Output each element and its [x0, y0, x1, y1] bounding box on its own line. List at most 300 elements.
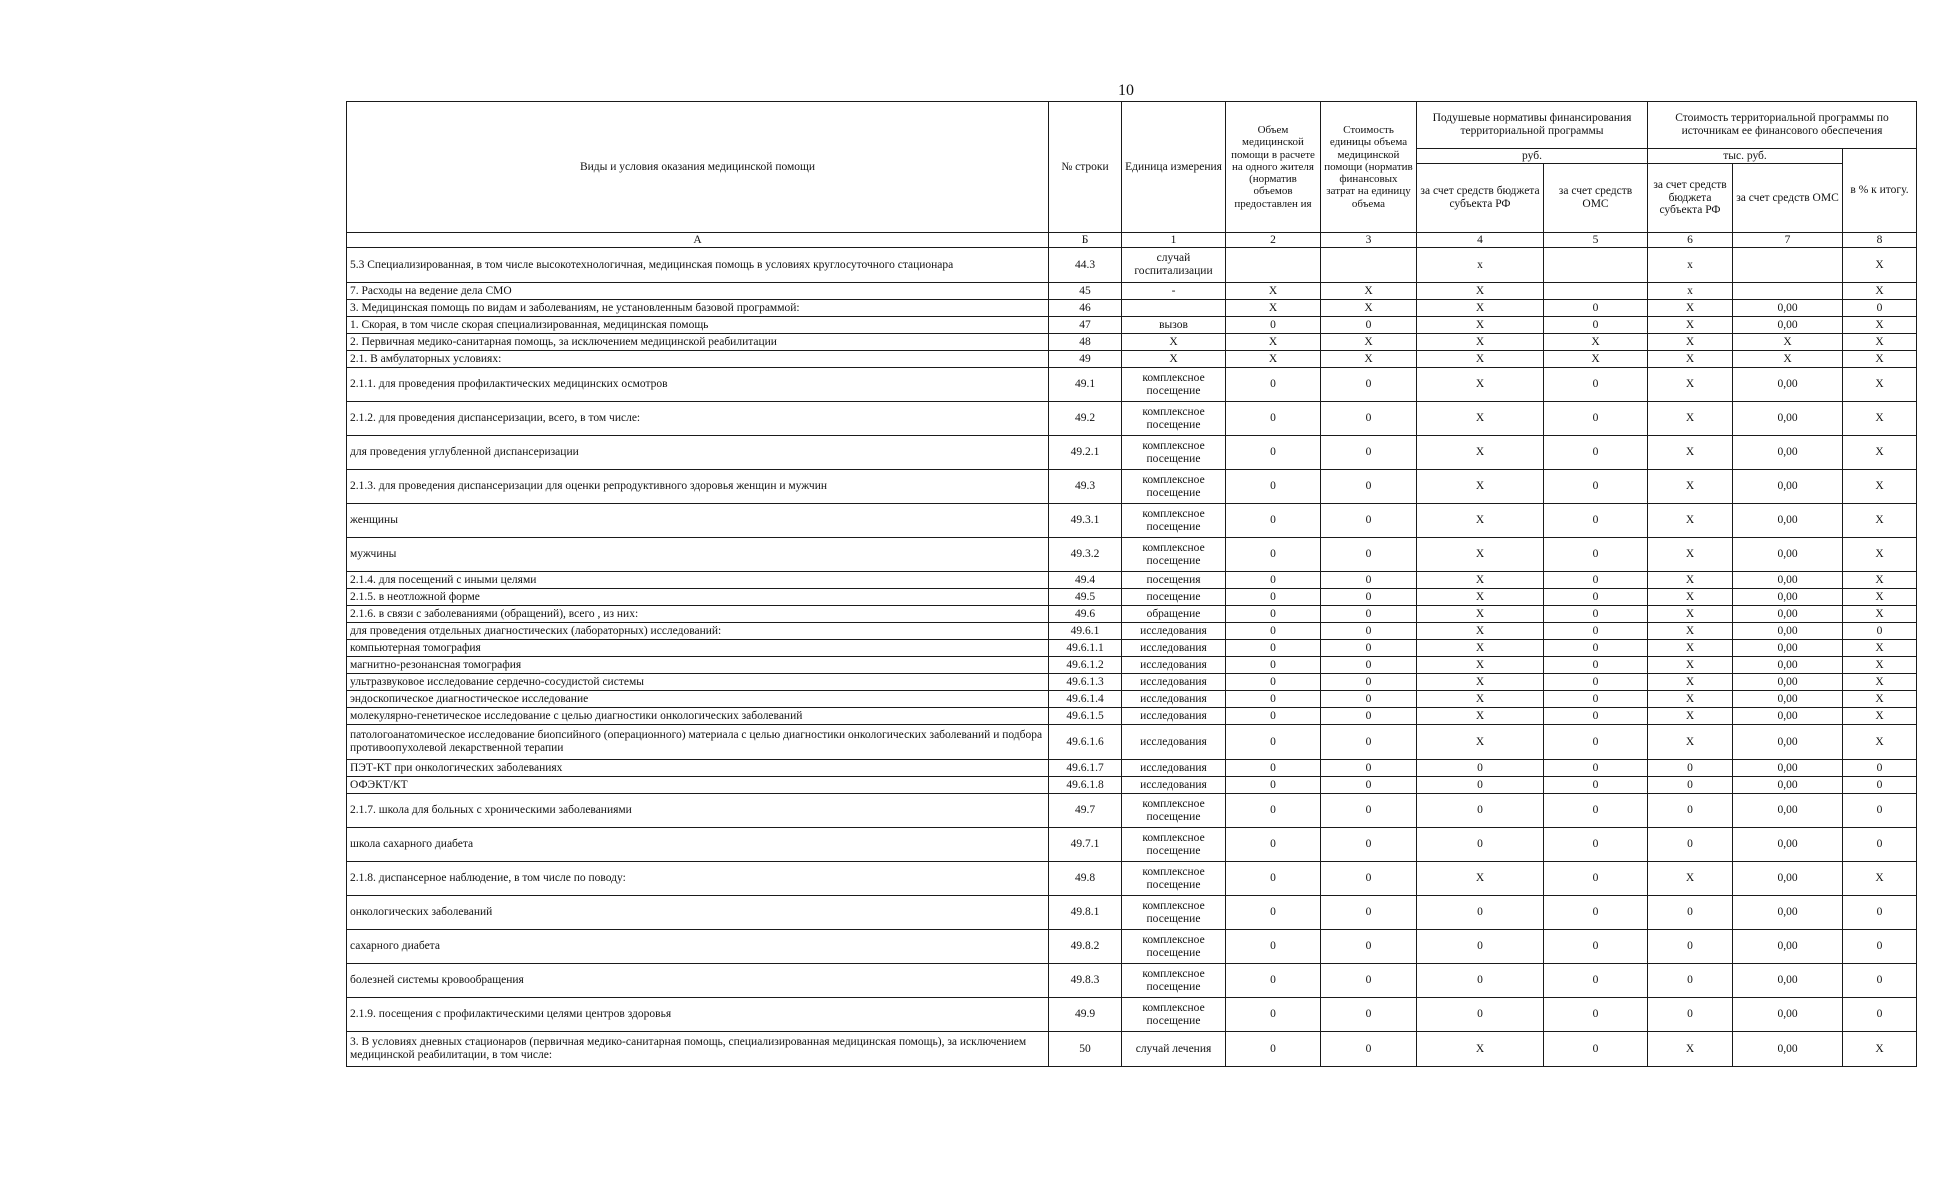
row-unit-cost: 0: [1321, 708, 1417, 725]
index-cell: 6: [1648, 233, 1733, 248]
row-oms-per-capita: 0: [1544, 436, 1648, 470]
row-percent: 0: [1843, 623, 1917, 640]
row-oms-per-capita: 0: [1544, 317, 1648, 334]
row-volume: X: [1226, 283, 1321, 300]
table-row: [347, 504, 1917, 538]
row-budget-per-capita: 0: [1417, 896, 1544, 930]
row-budget-per-capita: X: [1417, 862, 1544, 896]
row-number: 49.8.3: [1049, 964, 1122, 998]
row-budget-per-capita: 0: [1417, 964, 1544, 998]
row-volume: 0: [1226, 402, 1321, 436]
row-oms-cost: 0,00: [1733, 896, 1843, 930]
table-row: [347, 300, 1917, 317]
row-budget-cost: X: [1648, 300, 1733, 317]
index-cell: А: [347, 233, 1049, 248]
row-oms-per-capita: 0: [1544, 998, 1648, 1032]
row-volume: 0: [1226, 470, 1321, 504]
row-oms-cost: 0,00: [1733, 725, 1843, 760]
row-percent: X: [1843, 283, 1917, 300]
row-oms-cost: 0,00: [1733, 794, 1843, 828]
row-oms-cost: 0,00: [1733, 589, 1843, 606]
row-budget-per-capita: X: [1417, 538, 1544, 572]
row-number: 49.2: [1049, 402, 1122, 436]
row-oms-cost: 0,00: [1733, 300, 1843, 317]
row-budget-cost: X: [1648, 436, 1733, 470]
row-label: 2.1.9. посещения с профилактическими целями центров здоровья: [347, 998, 1049, 1032]
row-percent: 0: [1843, 964, 1917, 998]
row-number: 49.1: [1049, 368, 1122, 402]
row-percent: X: [1843, 402, 1917, 436]
row-label: магнитно-резонансная томография: [347, 657, 1049, 674]
row-percent: 0: [1843, 760, 1917, 777]
row-volume: 0: [1226, 998, 1321, 1032]
row-number: 49.8.2: [1049, 930, 1122, 964]
row-unit: комплексное посещение: [1122, 828, 1226, 862]
row-label: 2.1. В амбулаторных условиях:: [347, 351, 1049, 368]
row-unit-cost: 0: [1321, 436, 1417, 470]
row-oms-cost: 0,00: [1733, 402, 1843, 436]
row-oms-cost: 0,00: [1733, 998, 1843, 1032]
row-volume: 0: [1226, 725, 1321, 760]
index-cell: 3: [1321, 233, 1417, 248]
row-oms-per-capita: 0: [1544, 896, 1648, 930]
row-unit: случай лечения: [1122, 1032, 1226, 1067]
header-per-capita-unit: руб.: [1417, 149, 1648, 164]
row-unit: комплексное посещение: [1122, 998, 1226, 1032]
row-budget-per-capita: X: [1417, 657, 1544, 674]
row-number: 49.3.2: [1049, 538, 1122, 572]
table-row: [347, 725, 1917, 760]
row-volume: 0: [1226, 538, 1321, 572]
row-oms-cost: 0,00: [1733, 1032, 1843, 1067]
row-number: 49.6.1.1: [1049, 640, 1122, 657]
index-cell: 7: [1733, 233, 1843, 248]
row-budget-cost: X: [1648, 1032, 1733, 1067]
row-number: 49.6.1.3: [1049, 674, 1122, 691]
table-row: [347, 964, 1917, 998]
row-number: 49.4: [1049, 572, 1122, 589]
row-label: 2.1.2. для проведения диспансеризации, всего, в том числе:: [347, 402, 1049, 436]
row-budget-cost: X: [1648, 657, 1733, 674]
row-oms-cost: 0,00: [1733, 674, 1843, 691]
row-oms-cost: 0,00: [1733, 930, 1843, 964]
table-row: [347, 606, 1917, 623]
header-cost-unit: тыс. руб.: [1648, 149, 1843, 164]
row-label: болезней системы кровообращения: [347, 964, 1049, 998]
header-col-6: за счет средств бюджета субъекта РФ: [1648, 164, 1733, 233]
row-label: ОФЭКТ/КТ: [347, 777, 1049, 794]
row-unit-cost: 0: [1321, 896, 1417, 930]
row-unit-cost: 0: [1321, 964, 1417, 998]
row-unit-cost: 0: [1321, 657, 1417, 674]
row-label: компьютерная томография: [347, 640, 1049, 657]
row-label: женщины: [347, 504, 1049, 538]
row-number: 49.5: [1049, 589, 1122, 606]
row-budget-cost: X: [1648, 538, 1733, 572]
table-row: [347, 248, 1917, 283]
row-budget-cost: X: [1648, 504, 1733, 538]
table-row: [347, 930, 1917, 964]
row-volume: 0: [1226, 794, 1321, 828]
row-volume: 0: [1226, 504, 1321, 538]
row-unit: исследования: [1122, 777, 1226, 794]
row-label: онкологических заболеваний: [347, 896, 1049, 930]
table-row: [347, 998, 1917, 1032]
row-unit-cost: 0: [1321, 691, 1417, 708]
row-volume: 0: [1226, 317, 1321, 334]
row-unit: [1122, 300, 1226, 317]
row-budget-cost: X: [1648, 606, 1733, 623]
program-cost-table: [346, 101, 1917, 1067]
row-unit-cost: 0: [1321, 828, 1417, 862]
row-oms-per-capita: [1544, 283, 1648, 300]
row-unit-cost: 0: [1321, 725, 1417, 760]
table-row: [347, 436, 1917, 470]
row-budget-cost: X: [1648, 572, 1733, 589]
row-unit-cost: 0: [1321, 402, 1417, 436]
row-oms-per-capita: X: [1544, 351, 1648, 368]
row-budget-cost: X: [1648, 368, 1733, 402]
row-oms-cost: 0,00: [1733, 708, 1843, 725]
row-label: 7. Расходы на ведение дела СМО: [347, 283, 1049, 300]
row-percent: 0: [1843, 896, 1917, 930]
row-unit: исследования: [1122, 657, 1226, 674]
row-unit: вызов: [1122, 317, 1226, 334]
row-volume: 0: [1226, 674, 1321, 691]
row-budget-per-capita: X: [1417, 283, 1544, 300]
row-budget-per-capita: X: [1417, 572, 1544, 589]
row-label: для проведения отдельных диагностических (лабораторных) исследований:: [347, 623, 1049, 640]
row-unit: -: [1122, 283, 1226, 300]
row-unit-cost: 0: [1321, 504, 1417, 538]
row-percent: X: [1843, 436, 1917, 470]
row-budget-cost: X: [1648, 351, 1733, 368]
header-col-8: в % к итогу.: [1843, 149, 1917, 233]
row-number: 46: [1049, 300, 1122, 317]
row-unit: исследования: [1122, 640, 1226, 657]
index-cell: 1: [1122, 233, 1226, 248]
row-volume: 0: [1226, 1032, 1321, 1067]
row-oms-per-capita: 0: [1544, 657, 1648, 674]
row-budget-per-capita: 0: [1417, 828, 1544, 862]
row-budget-cost: 0: [1648, 896, 1733, 930]
row-unit-cost: 0: [1321, 674, 1417, 691]
row-unit-cost: [1321, 248, 1417, 283]
row-budget-per-capita: X: [1417, 640, 1544, 657]
row-number: 49.3: [1049, 470, 1122, 504]
row-label: ультразвуковое исследование сердечно-сосудистой системы: [347, 674, 1049, 691]
row-unit: X: [1122, 351, 1226, 368]
row-oms-cost: 0,00: [1733, 504, 1843, 538]
row-percent: X: [1843, 317, 1917, 334]
row-unit: исследования: [1122, 725, 1226, 760]
row-percent: X: [1843, 368, 1917, 402]
table-row: [347, 283, 1917, 300]
row-budget-per-capita: X: [1417, 1032, 1544, 1067]
row-number: 49.8: [1049, 862, 1122, 896]
row-percent: 0: [1843, 300, 1917, 317]
row-percent: X: [1843, 572, 1917, 589]
row-budget-per-capita: X: [1417, 708, 1544, 725]
row-label: 2.1.8. диспансерное наблюдение, в том числе по поводу:: [347, 862, 1049, 896]
row-oms-cost: 0,00: [1733, 691, 1843, 708]
row-oms-per-capita: 0: [1544, 828, 1648, 862]
table-row: [347, 862, 1917, 896]
row-unit: исследования: [1122, 760, 1226, 777]
row-oms-cost: 0,00: [1733, 538, 1843, 572]
row-oms-cost: X: [1733, 351, 1843, 368]
row-number: 49.6.1.2: [1049, 657, 1122, 674]
row-label: мужчины: [347, 538, 1049, 572]
row-budget-cost: X: [1648, 725, 1733, 760]
row-volume: 0: [1226, 964, 1321, 998]
row-percent: X: [1843, 674, 1917, 691]
table-row: [347, 351, 1917, 368]
row-unit: комплексное посещение: [1122, 436, 1226, 470]
row-budget-cost: х: [1648, 248, 1733, 283]
row-budget-per-capita: X: [1417, 334, 1544, 351]
row-unit-cost: 0: [1321, 794, 1417, 828]
row-oms-per-capita: 0: [1544, 930, 1648, 964]
row-percent: 0: [1843, 930, 1917, 964]
row-oms-cost: 0,00: [1733, 777, 1843, 794]
row-budget-cost: 0: [1648, 964, 1733, 998]
table-row: [347, 691, 1917, 708]
row-oms-cost: [1733, 248, 1843, 283]
row-percent: 0: [1843, 777, 1917, 794]
row-label: ПЭТ-КТ при онкологических заболеваниях: [347, 760, 1049, 777]
row-label: 2.1.7. школа для больных с хроническими заболеваниями: [347, 794, 1049, 828]
row-budget-cost: X: [1648, 708, 1733, 725]
row-percent: X: [1843, 351, 1917, 368]
row-unit: посещение: [1122, 589, 1226, 606]
row-oms-cost: 0,00: [1733, 436, 1843, 470]
row-budget-cost: 0: [1648, 998, 1733, 1032]
row-budget-per-capita: X: [1417, 470, 1544, 504]
table-row: [347, 896, 1917, 930]
row-number: 49.6: [1049, 606, 1122, 623]
row-budget-cost: 0: [1648, 760, 1733, 777]
row-unit-cost: 0: [1321, 368, 1417, 402]
row-volume: 0: [1226, 760, 1321, 777]
row-volume: X: [1226, 334, 1321, 351]
row-budget-per-capita: X: [1417, 504, 1544, 538]
row-budget-cost: X: [1648, 589, 1733, 606]
row-number: 49.6.1.4: [1049, 691, 1122, 708]
row-unit-cost: 0: [1321, 623, 1417, 640]
row-oms-cost: 0,00: [1733, 606, 1843, 623]
index-cell: 4: [1417, 233, 1544, 248]
row-oms-per-capita: 0: [1544, 862, 1648, 896]
row-oms-per-capita: 0: [1544, 777, 1648, 794]
row-budget-cost: X: [1648, 691, 1733, 708]
row-percent: X: [1843, 248, 1917, 283]
row-percent: X: [1843, 1032, 1917, 1067]
row-oms-per-capita: 0: [1544, 504, 1648, 538]
row-label: школа сахарного диабета: [347, 828, 1049, 862]
row-budget-per-capita: 0: [1417, 760, 1544, 777]
row-budget-cost: X: [1648, 470, 1733, 504]
row-unit: комплексное посещение: [1122, 504, 1226, 538]
row-label: 3. Медицинская помощь по видам и заболеваниям, не установленным базовой программой:: [347, 300, 1049, 317]
row-label: 2.1.4. для посещений с иными целями: [347, 572, 1049, 589]
row-oms-cost: 0,00: [1733, 640, 1843, 657]
row-label: для проведения углубленной диспансеризации: [347, 436, 1049, 470]
row-number: 49.6.1: [1049, 623, 1122, 640]
row-oms-per-capita: 0: [1544, 725, 1648, 760]
row-oms-cost: 0,00: [1733, 862, 1843, 896]
row-label: 2.1.6. в связи с заболеваниями (обращений), всего , из них:: [347, 606, 1049, 623]
row-budget-per-capita: X: [1417, 589, 1544, 606]
table-row: [347, 368, 1917, 402]
row-unit: комплексное посещение: [1122, 896, 1226, 930]
row-number: 50: [1049, 1032, 1122, 1067]
header-volume: Объем медицинской помощи в расчете на одного жителя (норматив объемов предоставлен ия: [1226, 102, 1321, 233]
row-unit: комплексное посещение: [1122, 930, 1226, 964]
table-row: [347, 623, 1917, 640]
row-percent: 0: [1843, 998, 1917, 1032]
row-volume: 0: [1226, 436, 1321, 470]
row-volume: 0: [1226, 606, 1321, 623]
row-unit: исследования: [1122, 674, 1226, 691]
row-volume: 0: [1226, 691, 1321, 708]
table-row: [347, 334, 1917, 351]
row-unit-cost: 0: [1321, 538, 1417, 572]
row-unit-cost: 0: [1321, 317, 1417, 334]
header-per-capita-group: Подушевые нормативы финансирования территориальной программы: [1417, 102, 1648, 149]
row-budget-cost: X: [1648, 862, 1733, 896]
row-oms-per-capita: 0: [1544, 794, 1648, 828]
row-percent: X: [1843, 862, 1917, 896]
row-number: 49.6.1.6: [1049, 725, 1122, 760]
row-volume: X: [1226, 351, 1321, 368]
row-label: 2.1.3. для проведения диспансеризации для оценки репродуктивного здоровья женщин и мужчин: [347, 470, 1049, 504]
row-oms-per-capita: 0: [1544, 368, 1648, 402]
row-number: 49: [1049, 351, 1122, 368]
row-unit: комплексное посещение: [1122, 964, 1226, 998]
row-unit-cost: 0: [1321, 862, 1417, 896]
row-unit-cost: X: [1321, 351, 1417, 368]
row-budget-per-capita: 0: [1417, 777, 1544, 794]
row-budget-per-capita: 0: [1417, 794, 1544, 828]
row-unit-cost: 0: [1321, 640, 1417, 657]
row-unit: комплексное посещение: [1122, 794, 1226, 828]
row-oms-cost: 0,00: [1733, 623, 1843, 640]
table-body: [347, 248, 1917, 1067]
row-budget-per-capita: X: [1417, 623, 1544, 640]
row-oms-cost: 0,00: [1733, 760, 1843, 777]
row-number: 49.9: [1049, 998, 1122, 1032]
row-oms-per-capita: 0: [1544, 606, 1648, 623]
table-row: [347, 674, 1917, 691]
row-unit: комплексное посещение: [1122, 402, 1226, 436]
row-oms-per-capita: 0: [1544, 691, 1648, 708]
row-volume: 0: [1226, 930, 1321, 964]
header-col-7: за счет средств ОМС: [1733, 164, 1843, 233]
page-number: 10: [1118, 82, 1134, 99]
row-unit-cost: 0: [1321, 777, 1417, 794]
row-budget-cost: X: [1648, 402, 1733, 436]
table-row: [347, 589, 1917, 606]
row-oms-cost: [1733, 283, 1843, 300]
row-percent: X: [1843, 470, 1917, 504]
row-unit-cost: 0: [1321, 998, 1417, 1032]
row-unit-cost: 0: [1321, 1032, 1417, 1067]
row-percent: X: [1843, 640, 1917, 657]
row-percent: X: [1843, 504, 1917, 538]
row-budget-per-capita: X: [1417, 725, 1544, 760]
header-col-5: за счет средств ОМС: [1544, 164, 1648, 233]
row-budget-per-capita: 0: [1417, 930, 1544, 964]
row-percent: X: [1843, 708, 1917, 725]
row-oms-cost: 0,00: [1733, 964, 1843, 998]
table-row: [347, 572, 1917, 589]
row-oms-per-capita: 0: [1544, 402, 1648, 436]
row-volume: 0: [1226, 657, 1321, 674]
row-volume: 0: [1226, 828, 1321, 862]
table-row: [347, 657, 1917, 674]
row-unit: комплексное посещение: [1122, 538, 1226, 572]
row-number: 49.3.1: [1049, 504, 1122, 538]
row-oms-cost: 0,00: [1733, 572, 1843, 589]
row-percent: X: [1843, 691, 1917, 708]
row-label: 5.3 Специализированная, в том числе высокотехнологичная, медицинская помощь в условиях круглосуточного стационара: [347, 248, 1049, 283]
row-budget-per-capita: X: [1417, 300, 1544, 317]
row-number: 49.7: [1049, 794, 1122, 828]
row-unit: комплексное посещение: [1122, 862, 1226, 896]
row-unit-cost: X: [1321, 334, 1417, 351]
row-unit: исследования: [1122, 623, 1226, 640]
row-label: 3. В условиях дневных стационаров (первичная медико-санитарная помощь, специализированная медицинская помощь), за исключением медицинской реабилитации, в том числе:: [347, 1032, 1049, 1067]
row-percent: 0: [1843, 828, 1917, 862]
row-unit-cost: 0: [1321, 930, 1417, 964]
row-unit: комплексное посещение: [1122, 368, 1226, 402]
row-volume: 0: [1226, 708, 1321, 725]
header-unit-cost: Стоимость единицы объема медицинской помощи (норматив финансовых затрат на единицу объема: [1321, 102, 1417, 233]
table-row: [347, 402, 1917, 436]
row-volume: 0: [1226, 777, 1321, 794]
row-volume: 0: [1226, 896, 1321, 930]
row-budget-per-capita: X: [1417, 368, 1544, 402]
row-number: 47: [1049, 317, 1122, 334]
row-volume: 0: [1226, 589, 1321, 606]
index-cell: 8: [1843, 233, 1917, 248]
table-row: [347, 760, 1917, 777]
row-budget-cost: X: [1648, 317, 1733, 334]
row-number: 45: [1049, 283, 1122, 300]
row-oms-per-capita: X: [1544, 334, 1648, 351]
row-volume: 0: [1226, 368, 1321, 402]
row-label: 2.1.5. в неотложной форме: [347, 589, 1049, 606]
index-cell: 5: [1544, 233, 1648, 248]
row-unit-cost: X: [1321, 300, 1417, 317]
row-unit-cost: 0: [1321, 760, 1417, 777]
row-oms-per-capita: 0: [1544, 623, 1648, 640]
row-label: патологоанатомическое исследование биопсийного (операционного) материала с целью диагностики онкологических заболеваний и подбора противоопухолевой лекарственной терапии: [347, 725, 1049, 760]
row-oms-per-capita: 0: [1544, 640, 1648, 657]
row-unit-cost: 0: [1321, 470, 1417, 504]
header-program-cost-group: Стоимость территориальной программы по источникам ее финансового обеспечения: [1648, 102, 1917, 149]
row-oms-per-capita: 0: [1544, 470, 1648, 504]
row-volume: X: [1226, 300, 1321, 317]
row-oms-per-capita: 0: [1544, 760, 1648, 777]
row-label: 2. Первичная медико-санитарная помощь, за исключением медицинской реабилитации: [347, 334, 1049, 351]
table-row: [347, 538, 1917, 572]
row-number: 48: [1049, 334, 1122, 351]
row-unit: посещения: [1122, 572, 1226, 589]
row-unit: случай госпитализации: [1122, 248, 1226, 283]
row-unit: исследования: [1122, 708, 1226, 725]
